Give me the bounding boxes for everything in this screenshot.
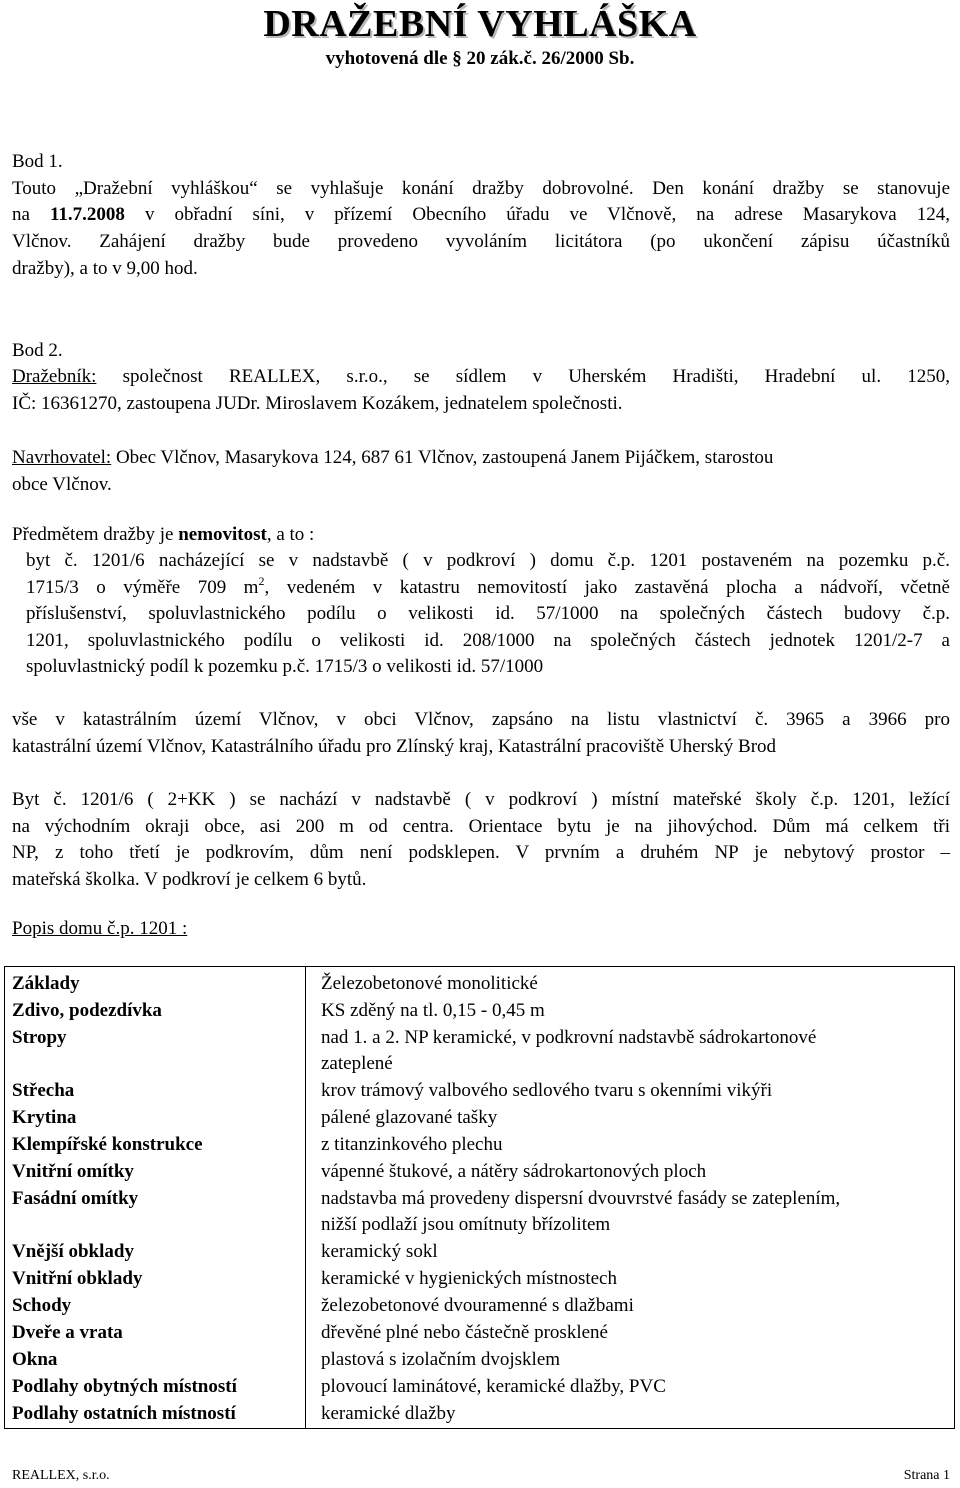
bod1-line: Vlčnov. Zahájení dražby bude provedeno vyvoláním licitátora (po ukončení zápisu účastníků <box>12 231 950 253</box>
table-label: Vnitřní obklady <box>12 1268 143 1289</box>
byt-line: příslušenství, spoluvlastnického podílu o velikosti id. 57/1000 na společných částech budovy č.p. <box>26 603 950 625</box>
table-label: Vnější obklady <box>12 1241 134 1262</box>
table-label: Podlahy obytných místností <box>12 1376 237 1397</box>
table-value-line: nad 1. a 2. NP keramické, v podkrovní nadstavbě sádrokartonové <box>321 1027 817 1048</box>
predmet-text: Předmětem dražby je <box>12 524 179 545</box>
bod1-line: Touto „Dražební vyhláškou“ se vyhlašuje konání dražby dobrovolné. Den konání dražby se stanovuje <box>12 177 950 199</box>
page-number: Strana 1 <box>903 1468 950 1483</box>
byt-line: byt č. 1201/6 nacházející se v nadstavbě ( v podkroví ) domu č.p. 1201 postaveném na pozemku p.č. <box>26 550 950 572</box>
predmet-bold: nemovitost <box>178 524 267 545</box>
table-value: z titanzinkového plechu <box>321 1134 503 1155</box>
byt-line <box>12 575 950 601</box>
bod1-line: dražby), a to v 9,00 hod. <box>12 257 198 279</box>
popis-line: mateřská školka. V podkroví je celkem 6 bytů. <box>12 869 367 891</box>
table-label: Vnitřní omítky <box>12 1161 134 1182</box>
navrhovatel-paragraph <box>12 445 950 498</box>
table-value: plovoucí laminátové, keramické dlažby, PVC <box>321 1376 666 1397</box>
document-subtitle: vyhotovená dle § 20 zák.č. 26/2000 Sb. <box>325 48 635 69</box>
table-label: Okna <box>12 1349 58 1370</box>
popis-line: NP, z toho třetí je podkrovím, dům není podsklepen. V prvním a druhém NP je nebytový prostor – <box>12 842 950 864</box>
footer-company: REALLEX, s.r.o. <box>12 1468 110 1483</box>
table-label: Střecha <box>12 1080 75 1101</box>
drazebnik-text: společnost REALLEX, s.r.o., se sídlem v Uherském Hradišti, Hradební ul. 1250, <box>96 366 950 387</box>
table-label: Dveře a vrata <box>12 1322 123 1343</box>
navrhovatel-label: Navrhovatel: <box>12 447 112 468</box>
bod1-text: na <box>12 204 50 226</box>
table-value: keramické dlažby <box>321 1403 456 1424</box>
table-value: Železobetonové monolitické <box>321 973 538 994</box>
bod1-heading: Bod 1. <box>12 151 63 172</box>
table-value: keramické v hygienických místnostech <box>321 1268 617 1289</box>
predmet-line <box>12 522 950 548</box>
area-superscript: 2 <box>258 573 265 588</box>
predmet-text: , a to : <box>266 524 315 545</box>
table-label: Zdivo, podezdívka <box>12 1000 162 1021</box>
navrhovatel-line <box>12 445 950 472</box>
bod2-heading: Bod 2. <box>12 340 63 361</box>
table-label: Stropy <box>12 1027 67 1048</box>
table-label: Základy <box>12 973 80 994</box>
table-value-line: zateplené <box>321 1053 393 1074</box>
table-value: plastová s izolačním dvojsklem <box>321 1349 561 1370</box>
popis-domu-heading <box>12 916 950 943</box>
table-value: KS zděný na tl. 0,15 - 0,45 m <box>321 1000 545 1021</box>
table-value-line: nadstavba má provedeny dispersní dvouvrstvé fasády se zateplením, <box>321 1188 841 1209</box>
table-value: dřevěné plné nebo částečně prosklené <box>321 1322 608 1343</box>
table-label: Schody <box>12 1295 72 1316</box>
byt-text: , vedeném v katastru nemovitostí jako zastavěná plocha a nádvoří, včetně <box>264 576 950 598</box>
popis-line: na východním okraji obce, asi 200 m od centra. Orientace bytu je na jihovýchod. Dům má celkem tři <box>12 815 950 837</box>
table-value-line: nižší podlaží jsou omítnuty břízolitem <box>321 1214 611 1235</box>
table-value: vápenné štukové, a nátěry sádrokartonových ploch <box>321 1161 707 1182</box>
popis-bytu-paragraph <box>12 787 950 894</box>
table-label: Podlahy ostatních místností <box>12 1403 236 1424</box>
auction-date: 11.7.2008 <box>49 204 125 226</box>
table-label: Fasádní omítky <box>12 1188 139 1209</box>
predmet-paragraph <box>12 522 950 680</box>
drazebnik-line <box>12 364 950 391</box>
byt-line: 1201, spoluvlastnického podílu o velikosti id. 208/1000 na společných částech jednotek 1201/2-7 a <box>26 629 950 651</box>
table-value <box>321 1025 943 1077</box>
byt-text: 1715/3 o výměře 709 m <box>26 576 259 598</box>
drazebnik-label: Dražebník: <box>12 366 97 387</box>
table-label: Krytina <box>12 1107 77 1128</box>
page-footer <box>12 1467 950 1485</box>
popis-domu-text: Popis domu č.p. 1201 : <box>12 918 188 939</box>
navrhovatel-line: obce Vlčnov. <box>12 473 112 495</box>
drazebnik-line: IČ: 16361270, zastoupena JUDr. Miroslavem Kozákem, jednatelem společnosti. <box>12 392 623 414</box>
byt-line: spoluvlastnický podíl k pozemku p.č. 1715/3 o velikosti id. 57/1000 <box>26 656 544 678</box>
building-description-table <box>4 966 955 1429</box>
table-label: Klempířské konstrukce <box>12 1134 203 1155</box>
katastr-paragraph <box>12 707 950 760</box>
drazebnik-paragraph <box>12 364 950 417</box>
table-value: pálené glazované tašky <box>321 1107 498 1128</box>
katastr-line: vše v katastrálním území Vlčnov, v obci Vlčnov, zapsáno na listu vlastnictví č. 3965 a 3966 pro <box>12 709 950 730</box>
table-value <box>321 1186 943 1238</box>
bod1-text: v obřadní síni, v přízemí Obecního úřadu ve Vlčnově, na adrese Masarykova 124, <box>124 204 950 226</box>
table-value: železobetonové dvouramenné s dlažbami <box>321 1295 634 1316</box>
katastr-line: katastrální území Vlčnov, Katastrálního úřadu pro Zlínský kraj, Katastrální pracoviště Uherský Brod <box>12 735 777 757</box>
document-title: DRAŽEBNÍ VYHLÁŠKA <box>263 3 697 45</box>
table-value: krov trámový valbového sedlového tvaru s okenními vikýři <box>321 1080 773 1101</box>
navrhovatel-text: Obec Vlčnov, Masarykova 124, 687 61 Vlčnov, zastoupená Janem Pijáčkem, starostou <box>111 447 774 468</box>
bod1-line <box>12 202 950 229</box>
table-value: keramický sokl <box>321 1241 438 1262</box>
popis-line: Byt č. 1201/6 ( 2+KK ) se nachází v nadstavbě ( v podkroví ) místní mateřské školy č.p. 1201, ležící <box>12 789 950 810</box>
bod1-section <box>12 149 950 283</box>
